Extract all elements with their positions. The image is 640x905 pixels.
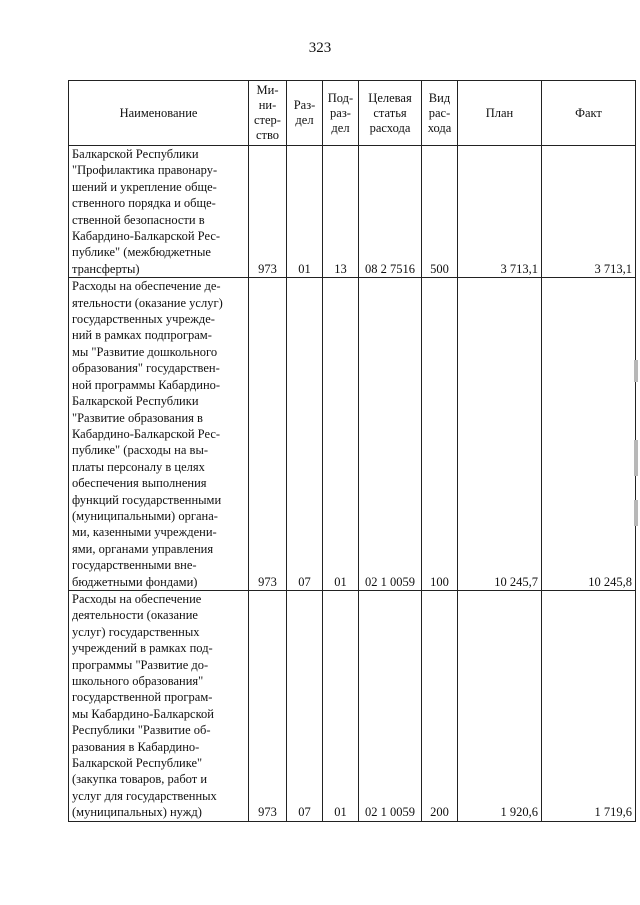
row-plan: 10 245,7	[458, 278, 542, 591]
row-fact: 1 719,6	[542, 590, 636, 821]
header-name: Наименование	[69, 81, 249, 146]
scan-mark	[634, 360, 638, 382]
row-subsection: 13	[323, 146, 359, 278]
row-subsection: 01	[323, 590, 359, 821]
row-type: 500	[422, 146, 458, 278]
row-fact: 3 713,1	[542, 146, 636, 278]
scan-mark	[634, 500, 638, 526]
table-row	[69, 590, 636, 821]
header-target: Целевая статья расхода	[359, 81, 422, 146]
row-ministry: 973	[249, 590, 287, 821]
row-target: 08 2 7516	[359, 146, 422, 278]
header-type: Вид рас- хода	[422, 81, 458, 146]
table-row	[69, 278, 636, 591]
header-section: Раз- дел	[287, 81, 323, 146]
header-ministry: Ми- ни- стер- ство	[249, 81, 287, 146]
row-section: 07	[287, 590, 323, 821]
header-subsection: Под- раз- дел	[323, 81, 359, 146]
row-plan: 1 920,6	[458, 590, 542, 821]
row-plan: 3 713,1	[458, 146, 542, 278]
row-ministry: 973	[249, 278, 287, 591]
table-row	[69, 146, 636, 278]
header-fact: Факт	[542, 81, 636, 146]
table-header-row	[69, 81, 636, 146]
scan-mark	[634, 440, 638, 476]
row-name: Расходы на обеспечение де- ятельности (оказание услуг) государственных учрежде- ний в рамках подпрограм- мы "Развитие дошкольного образования" государствен- ной программы Кабардино- Балкарской Республики "Развитие образования в Кабардино-Балкарской Рес- публике" (расходы на вы- платы персоналу в целях обеспечения выполнения функций государственными (муниципальными) органа- ми, казенными учреждени- ями, органами управления государственными вне- бюджетными фондами)	[69, 278, 249, 591]
header-plan: План	[458, 81, 542, 146]
row-section: 07	[287, 278, 323, 591]
budget-table	[68, 80, 636, 822]
row-section: 01	[287, 146, 323, 278]
row-subsection: 01	[323, 278, 359, 591]
row-name: Расходы на обеспечение деятельности (оказание услуг) государственных учреждений в рамках под- программы "Развитие до- школьного образования" государственной програм- мы Кабардино-Балкарской Республики "Развитие об- разования в Кабардино- Балкарской Республике" (закупка товаров, работ и услуг для государственных (муниципальных) нужд)	[69, 590, 249, 821]
row-target: 02 1 0059	[359, 590, 422, 821]
page-number: 323	[308, 40, 332, 56]
row-fact: 10 245,8	[542, 278, 636, 591]
row-name: Балкарской Республики "Профилактика правонару- шений и укрепление обще- ственного порядка и обще- ственной безопасности в Кабардино-Балкарской Рес- публике" (межбюджетные трансферты)	[69, 146, 249, 278]
row-type: 200	[422, 590, 458, 821]
row-target: 02 1 0059	[359, 278, 422, 591]
row-ministry: 973	[249, 146, 287, 278]
row-type: 100	[422, 278, 458, 591]
